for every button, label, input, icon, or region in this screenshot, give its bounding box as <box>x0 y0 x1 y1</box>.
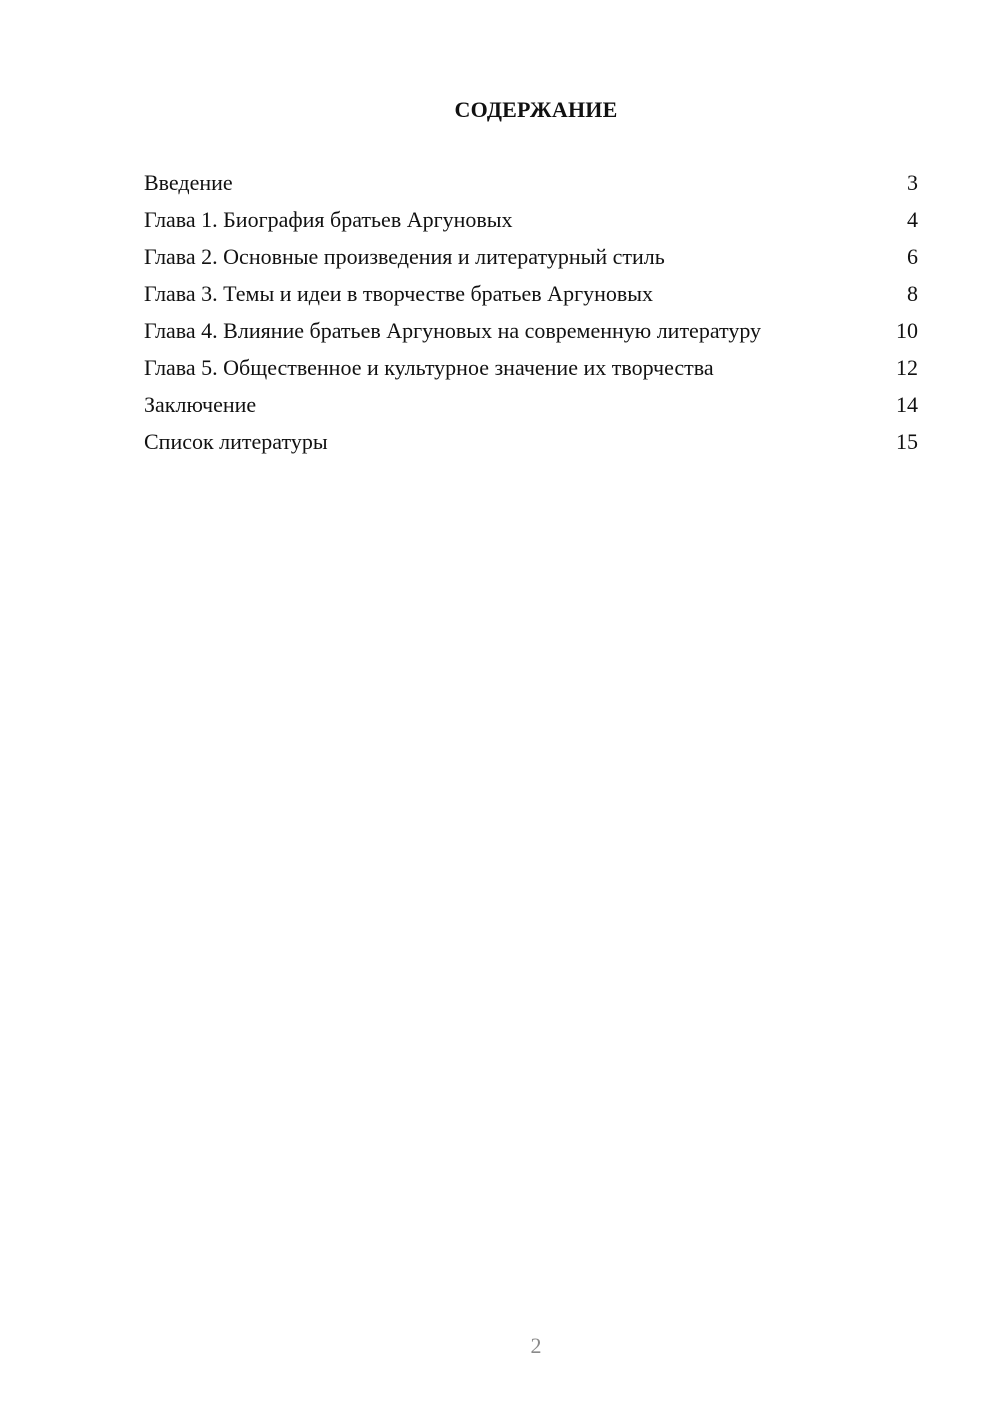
toc-entry-title: Список литературы <box>144 429 328 454</box>
toc-entry-page: 3 <box>907 170 918 195</box>
toc-entry[interactable] <box>144 207 918 233</box>
toc-entry[interactable] <box>144 170 918 196</box>
toc-entry-title: Глава 1. Биография братьев Аргуновых <box>144 207 513 232</box>
toc-entry-page: 8 <box>907 281 918 306</box>
toc-entry-page: 4 <box>907 207 918 232</box>
toc-entry-page: 6 <box>907 244 918 269</box>
page-number: 2 <box>530 1333 542 1358</box>
toc-entry[interactable] <box>144 355 918 381</box>
toc-entry-title: Глава 3. Темы и идеи в творчестве братьев Аргуновых <box>144 281 654 306</box>
toc-heading: СОДЕРЖАНИЕ <box>454 97 618 122</box>
toc-entry-page: 10 <box>896 318 918 343</box>
toc-entry-page: 15 <box>896 429 918 454</box>
toc-entry[interactable] <box>144 318 918 344</box>
toc-entry-page: 12 <box>896 355 918 380</box>
table-of-contents <box>144 170 918 466</box>
toc-entry-title: Глава 5. Общественное и культурное значение их творчества <box>144 355 714 380</box>
toc-entry-title: Введение <box>144 170 233 195</box>
toc-entry[interactable] <box>144 244 918 270</box>
toc-entry-page: 14 <box>896 392 918 417</box>
toc-entry-title: Глава 2. Основные произведения и литературный стиль <box>144 244 665 269</box>
toc-entry[interactable] <box>144 281 918 307</box>
toc-entry-title: Глава 4. Влияние братьев Аргуновых на современную литературу <box>144 318 762 343</box>
toc-entry-title: Заключение <box>144 392 257 417</box>
toc-entry[interactable] <box>144 429 918 455</box>
toc-entry[interactable] <box>144 392 918 418</box>
